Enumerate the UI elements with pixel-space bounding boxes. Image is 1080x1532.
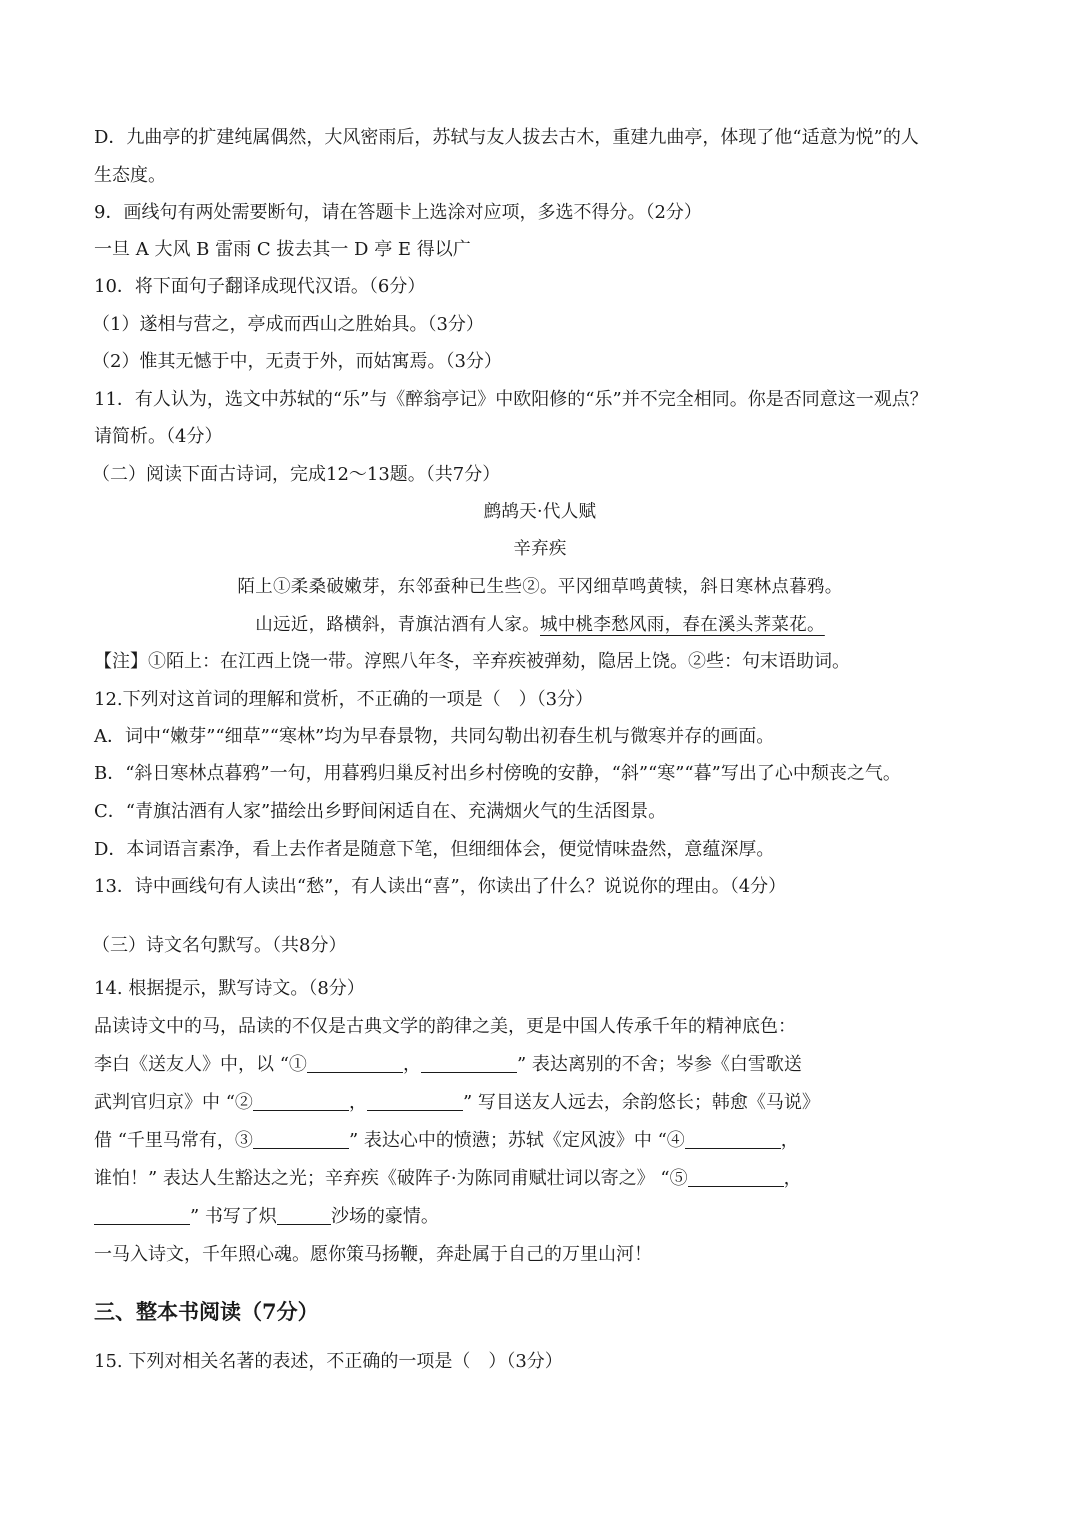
q14-outro: 一马入诗文，千年照心魂。愿你策马扬鞭，奔赴属于自己的万里山河！ xyxy=(94,1244,652,1265)
q12-option-b: B．“斜日寒林点暮鸦”一句，用暮鸦归巢反衬出乡村傍晚的安静，“斜”“寒”“暮”写出了心中颓丧之气。 xyxy=(94,763,901,784)
poem-author: 辛弃疾 xyxy=(513,539,567,559)
poem-underlined-sentence: 城中桃李愁风雨，春在溪头荠菜花。 xyxy=(540,615,825,635)
poem-note: 【注】①陌上：在江西上饶一带。淳熙八年冬，辛弃疾被弹劾，隐居上饶。②些：句末语助词。 xyxy=(94,651,850,672)
q14-line3: 借 “千里马常有，③ ” 表达心中的愤懑；苏轼《定风波》中 “④ ， xyxy=(94,1130,799,1151)
answer-blank-5a[interactable] xyxy=(688,1168,784,1187)
q14-intro: 品读诗文中的马，品读的不仅是古典文学的韵律之美，更是中国人传承千年的精神底色： xyxy=(94,1016,796,1037)
q12-option-d: D．本词语言素净，看上去作者是随意下笔，但细细体会，便觉情味盎然，意蕴深厚。 xyxy=(94,839,775,860)
q12-option-c: C．“青旗沽酒有人家”描绘出乡野间闲适自在、充满烟火气的生活图景。 xyxy=(94,801,667,822)
answer-blank-1b[interactable] xyxy=(421,1054,517,1073)
answer-blank-char[interactable] xyxy=(277,1206,331,1225)
answer-blank-4[interactable] xyxy=(685,1130,781,1149)
poem-title: 鹧鸪天·代人赋 xyxy=(483,502,597,522)
poem-line2-plain: 山远近，路横斜，青旗沽酒有人家。 xyxy=(255,615,540,635)
q15-stem: 15. 下列对相关名著的表述，不正确的一项是（ ）（3分） xyxy=(94,1351,563,1372)
q10-item1: （1）遂相与营之，亭成而西山之胜始具。（3分） xyxy=(92,314,484,335)
answer-blank-5b[interactable] xyxy=(94,1206,190,1225)
q10-item2: （2）惟其无憾于中，无责于外，而姑寓焉。（3分） xyxy=(92,351,502,372)
poem-line2 xyxy=(0,613,1080,637)
answer-blank-1a[interactable] xyxy=(307,1054,403,1073)
q12-stem: 12.下列对这首词的理解和赏析，不正确的一项是（ ）（3分） xyxy=(94,689,594,710)
poem-line1: 陌上①柔桑破嫩芽，东邻蚕种已生些②。平冈细草鸣黄犊，斜日寒林点暮鸦。 xyxy=(237,577,843,597)
q11-line1: 11．有人认为，选文中苏轼的“乐”与《醉翁亭记》中欧阳修的“乐”并不完全相同。你是否同意这一观点？ xyxy=(94,389,928,410)
q8-option-d-line2: 生态度。 xyxy=(94,165,166,186)
section3-heading: 三、整本书阅读（7分） xyxy=(94,1299,319,1324)
q10-stem: 10．将下面句子翻译成现代汉语。（6分） xyxy=(94,276,426,297)
answer-blank-2a[interactable] xyxy=(253,1092,349,1111)
part2-heading: （二）阅读下面古诗词，完成12～13题。（共7分） xyxy=(92,464,501,485)
part3-heading: （三）诗文名句默写。（共8分） xyxy=(92,935,347,956)
q11-line2: 请简析。（4分） xyxy=(94,426,223,447)
q13-stem: 13．诗中画线句有人读出“愁”，有人读出“喜”，你读出了什么？说说你的理由。（4分） xyxy=(94,876,787,897)
q14-line5: ” 书写了炽 沙场的豪情。 xyxy=(94,1205,439,1229)
q12-option-a: A．词中“嫩芽”“细草”“寒林”均为早春景物，共同勾勒出初春生机与微寒并存的画面。 xyxy=(94,726,775,747)
q8-option-d-line1: D．九曲亭的扩建纯属偶然，大风密雨后，苏轼与友人拔去古木，重建九曲亭，体现了他“适意为悦”的人 xyxy=(94,127,919,148)
q9-stem: 9．画线句有两处需要断句，请在答题卡上选涂对应项，多选不得分。（2分） xyxy=(94,202,702,223)
q14-line1: 李白《送友人》中，以 “① ， ” 表达离别的不舍；岑参《白雪歌送 xyxy=(94,1054,802,1075)
answer-blank-3[interactable] xyxy=(253,1130,349,1149)
q14-stem: 14. 根据提示，默写诗文。（8分） xyxy=(94,978,365,999)
q14-line4: 谁怕！” 表达人生豁达之光；辛弃疾《破阵子·为陈同甫赋壮词以寄之》 “⑤ ， xyxy=(94,1168,802,1189)
q9-sentence: 一旦 A 大风 B 雷雨 C 拔去其一 D 亭 E 得以广 xyxy=(94,239,471,260)
answer-blank-2b[interactable] xyxy=(367,1092,463,1111)
q14-line2: 武判官归京》中 “② ， ” 写目送友人远去，余韵悠长；韩愈《马说》 xyxy=(94,1092,820,1113)
